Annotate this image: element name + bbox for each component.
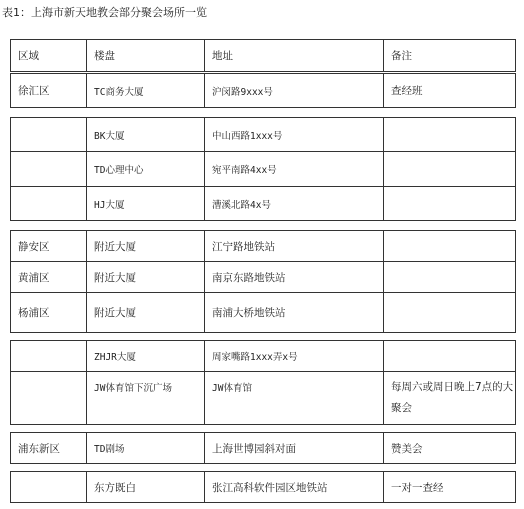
table-row <box>11 433 516 464</box>
address-cell: 上海世博园斜对面 <box>205 433 384 464</box>
note-cell <box>384 152 516 187</box>
address-cell: 沪闵路9xxx号 <box>205 74 384 108</box>
address-cell: 宛平南路4xx号 <box>205 152 384 187</box>
district-cell: 徐汇区 <box>11 74 87 108</box>
address-cell: JW体育馆 <box>205 372 384 425</box>
table-row <box>11 341 516 372</box>
building-cell: TC商务大厦 <box>87 74 205 108</box>
table-row <box>11 372 516 425</box>
address-cell: 漕溪北路4x号 <box>205 187 384 221</box>
note-cell: 查经班 <box>384 74 516 108</box>
venue-table-group <box>10 340 516 425</box>
header-row <box>11 40 516 72</box>
header-cell-district: 区域 <box>11 40 87 72</box>
table-row <box>11 472 516 503</box>
note-cell: 一对一查经 <box>384 472 516 503</box>
table-row <box>11 262 516 293</box>
district-cell: 浦东新区 <box>11 433 87 464</box>
header-cell-address: 地址 <box>205 40 384 72</box>
note-cell <box>384 293 516 333</box>
district-cell <box>11 472 87 503</box>
address-cell: 南京东路地铁站 <box>205 262 384 293</box>
building-cell: ZHJR大厦 <box>87 341 205 372</box>
building-cell: TD心理中心 <box>87 152 205 187</box>
venue-table-group <box>10 117 516 221</box>
district-cell: 静安区 <box>11 231 87 262</box>
note-cell <box>384 118 516 152</box>
building-cell: 附近大厦 <box>87 231 205 262</box>
district-cell <box>11 341 87 372</box>
note-cell: 赞美会 <box>384 433 516 464</box>
table-row <box>11 231 516 262</box>
building-cell: HJ大厦 <box>87 187 205 221</box>
table-row <box>11 74 516 108</box>
venue-table-group <box>10 471 516 503</box>
district-cell <box>11 187 87 221</box>
address-cell: 周家嘴路1xxx弄x号 <box>205 341 384 372</box>
venue-table-group <box>10 432 516 464</box>
building-cell: JW体育馆下沉广场 <box>87 372 205 425</box>
note-cell <box>384 262 516 293</box>
address-cell: 张江高科软件园区地铁站 <box>205 472 384 503</box>
table-row <box>11 152 516 187</box>
building-cell: 附近大厦 <box>87 262 205 293</box>
table-row <box>11 118 516 152</box>
table-row <box>11 293 516 333</box>
address-cell: 南浦大桥地铁站 <box>205 293 384 333</box>
note-cell <box>384 341 516 372</box>
table-caption: 表1：上海市新天地教会部分聚会场所一览 <box>2 6 207 19</box>
building-cell: BK大厦 <box>87 118 205 152</box>
district-cell <box>11 372 87 425</box>
header-cell-note: 备注 <box>384 40 516 72</box>
note-cell: 每周六或周日晚上7点的大聚会 <box>384 372 516 425</box>
address-cell: 江宁路地铁站 <box>205 231 384 262</box>
note-cell <box>384 231 516 262</box>
address-cell: 中山西路1xxx号 <box>205 118 384 152</box>
building-cell: TD剧场 <box>87 433 205 464</box>
district-cell <box>11 152 87 187</box>
district-cell <box>11 118 87 152</box>
venue-table-header <box>10 39 516 72</box>
district-cell: 黄浦区 <box>11 262 87 293</box>
header-cell-building: 楼盘 <box>87 40 205 72</box>
building-cell: 附近大厦 <box>87 293 205 333</box>
venue-table-group <box>10 230 516 333</box>
table-row <box>11 187 516 221</box>
note-cell <box>384 187 516 221</box>
district-cell: 杨浦区 <box>11 293 87 333</box>
venue-table-group <box>10 73 516 108</box>
building-cell: 东方既白 <box>87 472 205 503</box>
